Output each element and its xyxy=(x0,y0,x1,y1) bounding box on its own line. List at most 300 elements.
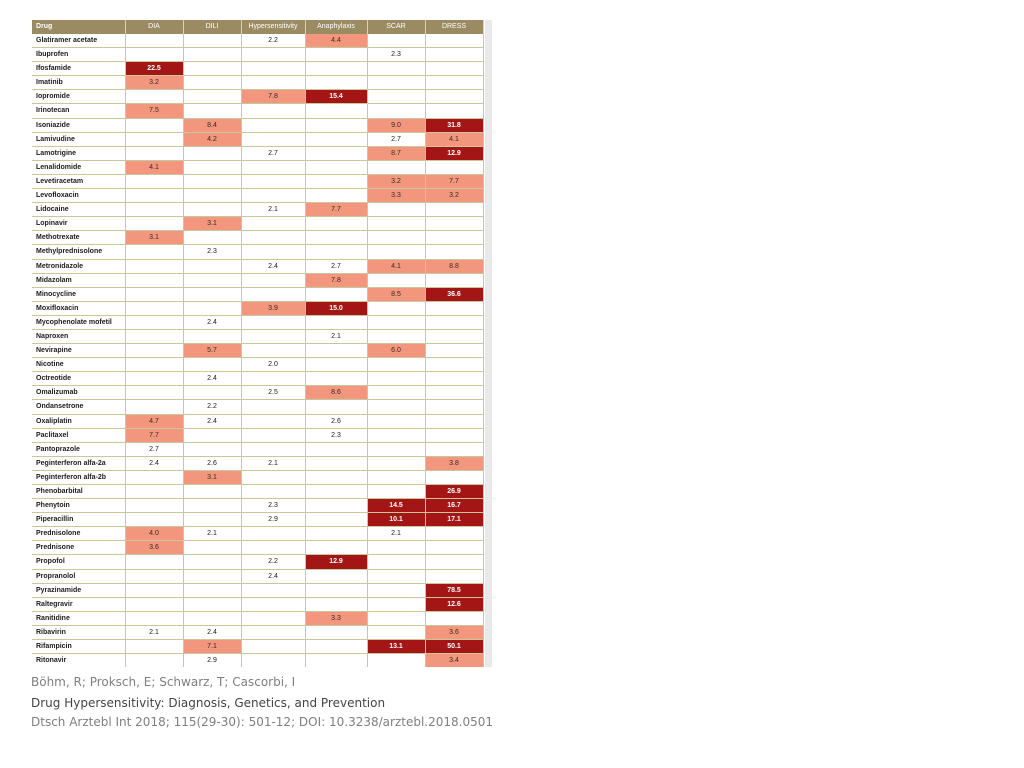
value-cell-scar xyxy=(367,273,425,287)
value-cell-anaphylaxis xyxy=(305,146,367,160)
value-cell-hypersensitivity: 2.5 xyxy=(241,386,305,400)
value-cell-scar: 6.0 xyxy=(367,344,425,358)
value-cell-dili xyxy=(183,203,241,217)
value-cell-dia xyxy=(125,499,183,513)
value-cell-scar xyxy=(367,400,425,414)
value-cell-hypersensitivity xyxy=(241,428,305,442)
table-row xyxy=(32,315,483,329)
value-cell-scar xyxy=(367,654,425,667)
column-header-dili: DILI xyxy=(183,20,241,34)
value-cell-dress xyxy=(425,329,483,343)
value-cell-dia: 3.2 xyxy=(125,76,183,90)
value-cell-dia xyxy=(125,597,183,611)
value-cell-dress xyxy=(425,470,483,484)
value-cell-anaphylaxis xyxy=(305,132,367,146)
value-cell-hypersensitivity xyxy=(241,372,305,386)
value-cell-dia xyxy=(125,287,183,301)
table-row xyxy=(32,259,483,273)
value-cell-dress xyxy=(425,48,483,62)
value-cell-dili: 2.3 xyxy=(183,245,241,259)
value-cell-hypersensitivity xyxy=(241,527,305,541)
table-row xyxy=(32,583,483,597)
value-cell-scar xyxy=(367,62,425,76)
drug-name-cell: Mycophenolate mofetil xyxy=(32,315,125,329)
value-cell-hypersensitivity xyxy=(241,76,305,90)
value-cell-dress: 8.8 xyxy=(425,259,483,273)
value-cell-dili xyxy=(183,90,241,104)
value-cell-anaphylaxis: 7.8 xyxy=(305,273,367,287)
value-cell-dili xyxy=(183,62,241,76)
value-cell-dia xyxy=(125,90,183,104)
value-cell-dress: 3.8 xyxy=(425,456,483,470)
value-cell-hypersensitivity xyxy=(241,400,305,414)
value-cell-dress xyxy=(425,301,483,315)
value-cell-dili xyxy=(183,485,241,499)
drug-name-cell: Ritonavir xyxy=(32,654,125,667)
value-cell-dili xyxy=(183,146,241,160)
value-cell-hypersensitivity xyxy=(241,485,305,499)
value-cell-dress xyxy=(425,428,483,442)
drug-name-cell: Piperacillin xyxy=(32,513,125,527)
value-cell-anaphylaxis xyxy=(305,62,367,76)
value-cell-dia xyxy=(125,386,183,400)
table-row xyxy=(32,485,483,499)
value-cell-dress: 12.6 xyxy=(425,597,483,611)
value-cell-dili xyxy=(183,541,241,555)
drug-name-cell: Nicotine xyxy=(32,358,125,372)
value-cell-scar xyxy=(367,456,425,470)
drug-name-cell: Octreotide xyxy=(32,372,125,386)
value-cell-dia xyxy=(125,146,183,160)
value-cell-hypersensitivity: 2.2 xyxy=(241,555,305,569)
value-cell-hypersensitivity xyxy=(241,104,305,118)
value-cell-dress xyxy=(425,541,483,555)
table-header-row xyxy=(32,20,483,34)
table-row xyxy=(32,287,483,301)
value-cell-dress: 31.8 xyxy=(425,118,483,132)
value-cell-dress xyxy=(425,76,483,90)
value-cell-scar: 4.1 xyxy=(367,259,425,273)
value-cell-scar xyxy=(367,76,425,90)
value-cell-dress xyxy=(425,245,483,259)
value-cell-anaphylaxis xyxy=(305,174,367,188)
value-cell-hypersensitivity xyxy=(241,442,305,456)
value-cell-dili xyxy=(183,386,241,400)
value-cell-scar xyxy=(367,203,425,217)
drug-name-cell: Ibuprofen xyxy=(32,48,125,62)
value-cell-dress: 7.7 xyxy=(425,174,483,188)
value-cell-anaphylaxis xyxy=(305,654,367,667)
table-row xyxy=(32,640,483,654)
value-cell-dress: 17.1 xyxy=(425,513,483,527)
table-row xyxy=(32,470,483,484)
value-cell-dili xyxy=(183,301,241,315)
value-cell-dili xyxy=(183,104,241,118)
value-cell-dili xyxy=(183,34,241,48)
value-cell-dia: 2.7 xyxy=(125,442,183,456)
value-cell-hypersensitivity xyxy=(241,654,305,667)
value-cell-scar xyxy=(367,597,425,611)
value-cell-dress xyxy=(425,358,483,372)
table-row xyxy=(32,231,483,245)
value-cell-dia xyxy=(125,273,183,287)
table-row xyxy=(32,132,483,146)
drug-name-cell: Moxifloxacin xyxy=(32,301,125,315)
value-cell-hypersensitivity xyxy=(241,48,305,62)
value-cell-anaphylaxis xyxy=(305,569,367,583)
value-cell-scar xyxy=(367,485,425,499)
drug-name-cell: Levetiracetam xyxy=(32,174,125,188)
value-cell-scar xyxy=(367,386,425,400)
value-cell-dia: 4.1 xyxy=(125,160,183,174)
value-cell-dress: 26.9 xyxy=(425,485,483,499)
value-cell-scar xyxy=(367,428,425,442)
value-cell-scar xyxy=(367,90,425,104)
value-cell-hypersensitivity xyxy=(241,344,305,358)
table-row xyxy=(32,203,483,217)
value-cell-anaphylaxis: 2.1 xyxy=(305,329,367,343)
value-cell-dia: 7.7 xyxy=(125,428,183,442)
value-cell-hypersensitivity xyxy=(241,174,305,188)
value-cell-scar xyxy=(367,160,425,174)
value-cell-anaphylaxis xyxy=(305,597,367,611)
value-cell-dili: 2.6 xyxy=(183,456,241,470)
drug-name-cell: Midazolam xyxy=(32,273,125,287)
value-cell-dress: 50.1 xyxy=(425,640,483,654)
value-cell-dress xyxy=(425,611,483,625)
value-cell-hypersensitivity xyxy=(241,541,305,555)
value-cell-hypersensitivity: 2.1 xyxy=(241,456,305,470)
value-cell-scar xyxy=(367,442,425,456)
value-cell-dress: 4.1 xyxy=(425,132,483,146)
value-cell-scar xyxy=(367,541,425,555)
value-cell-dress xyxy=(425,315,483,329)
value-cell-anaphylaxis xyxy=(305,231,367,245)
drug-name-cell: Levofloxacin xyxy=(32,189,125,203)
value-cell-dili xyxy=(183,160,241,174)
value-cell-anaphylaxis: 2.3 xyxy=(305,428,367,442)
value-cell-dia xyxy=(125,329,183,343)
value-cell-hypersensitivity: 7.8 xyxy=(241,90,305,104)
value-cell-anaphylaxis: 3.3 xyxy=(305,611,367,625)
value-cell-hypersensitivity xyxy=(241,625,305,639)
drug-name-cell: Ondansetrone xyxy=(32,400,125,414)
value-cell-dili xyxy=(183,583,241,597)
table-row xyxy=(32,499,483,513)
value-cell-dress xyxy=(425,400,483,414)
value-cell-dili xyxy=(183,569,241,583)
value-cell-dia: 3.1 xyxy=(125,231,183,245)
value-cell-anaphylaxis xyxy=(305,76,367,90)
drug-name-cell: Prednisolone xyxy=(32,527,125,541)
value-cell-hypersensitivity: 2.1 xyxy=(241,203,305,217)
value-cell-dia: 2.4 xyxy=(125,456,183,470)
value-cell-dia: 4.0 xyxy=(125,527,183,541)
drug-name-cell: Rifampicin xyxy=(32,640,125,654)
drug-name-cell: Lenalidomide xyxy=(32,160,125,174)
value-cell-scar xyxy=(367,315,425,329)
value-cell-hypersensitivity xyxy=(241,118,305,132)
value-cell-hypersensitivity xyxy=(241,231,305,245)
value-cell-hypersensitivity xyxy=(241,597,305,611)
value-cell-dili: 2.2 xyxy=(183,400,241,414)
value-cell-scar: 3.3 xyxy=(367,189,425,203)
table-row xyxy=(32,625,483,639)
value-cell-hypersensitivity: 2.7 xyxy=(241,146,305,160)
value-cell-hypersensitivity xyxy=(241,470,305,484)
value-cell-dili xyxy=(183,358,241,372)
value-cell-dia xyxy=(125,118,183,132)
value-cell-dili: 2.4 xyxy=(183,372,241,386)
value-cell-hypersensitivity xyxy=(241,132,305,146)
value-cell-hypersensitivity xyxy=(241,189,305,203)
caption-authors: Böhm, R; Proksch, E; Schwarz, T; Cascorbi, I xyxy=(31,675,296,689)
table-row xyxy=(32,597,483,611)
drug-name-cell: Lamivudine xyxy=(32,132,125,146)
drug-name-cell: Methotrexate xyxy=(32,231,125,245)
value-cell-hypersensitivity xyxy=(241,414,305,428)
value-cell-dia xyxy=(125,372,183,386)
value-cell-dia xyxy=(125,245,183,259)
value-cell-anaphylaxis xyxy=(305,527,367,541)
value-cell-hypersensitivity xyxy=(241,611,305,625)
value-cell-hypersensitivity: 2.0 xyxy=(241,358,305,372)
drug-name-cell: Ranitidine xyxy=(32,611,125,625)
column-header-hypersensitivity: Hypersensitivity xyxy=(241,20,305,34)
value-cell-dress xyxy=(425,203,483,217)
value-cell-anaphylaxis: 15.4 xyxy=(305,90,367,104)
value-cell-dia xyxy=(125,400,183,414)
value-cell-dia xyxy=(125,174,183,188)
value-cell-scar: 8.7 xyxy=(367,146,425,160)
value-cell-scar xyxy=(367,329,425,343)
value-cell-dia xyxy=(125,513,183,527)
value-cell-scar xyxy=(367,104,425,118)
value-cell-dress: 3.2 xyxy=(425,189,483,203)
value-cell-scar xyxy=(367,569,425,583)
value-cell-scar xyxy=(367,217,425,231)
drug-name-cell: Lidocaine xyxy=(32,203,125,217)
value-cell-anaphylaxis xyxy=(305,287,367,301)
value-cell-dili xyxy=(183,329,241,343)
value-cell-dress xyxy=(425,62,483,76)
value-cell-hypersensitivity: 2.4 xyxy=(241,569,305,583)
value-cell-hypersensitivity xyxy=(241,160,305,174)
table-row xyxy=(32,146,483,160)
table-row xyxy=(32,414,483,428)
value-cell-anaphylaxis xyxy=(305,583,367,597)
value-cell-dia: 4.7 xyxy=(125,414,183,428)
value-cell-anaphylaxis: 7.7 xyxy=(305,203,367,217)
value-cell-dress xyxy=(425,386,483,400)
value-cell-dress: 3.4 xyxy=(425,654,483,667)
drug-name-cell: Nevirapine xyxy=(32,344,125,358)
value-cell-dili: 7.1 xyxy=(183,640,241,654)
value-cell-dili xyxy=(183,287,241,301)
value-cell-anaphylaxis xyxy=(305,513,367,527)
value-cell-anaphylaxis xyxy=(305,372,367,386)
value-cell-dia xyxy=(125,217,183,231)
value-cell-scar xyxy=(367,245,425,259)
value-cell-dia xyxy=(125,132,183,146)
value-cell-dress xyxy=(425,569,483,583)
value-cell-scar xyxy=(367,555,425,569)
value-cell-anaphylaxis xyxy=(305,485,367,499)
drug-name-cell: Methylprednisolone xyxy=(32,245,125,259)
value-cell-scar xyxy=(367,611,425,625)
table-row xyxy=(32,273,483,287)
value-cell-dili xyxy=(183,555,241,569)
column-header-dia: DIA xyxy=(125,20,183,34)
value-cell-dili xyxy=(183,231,241,245)
value-cell-dili xyxy=(183,597,241,611)
value-cell-dili: 2.4 xyxy=(183,625,241,639)
value-cell-dili: 2.1 xyxy=(183,527,241,541)
value-cell-scar xyxy=(367,358,425,372)
value-cell-anaphylaxis xyxy=(305,104,367,118)
value-cell-hypersensitivity xyxy=(241,245,305,259)
value-cell-scar: 14.5 xyxy=(367,499,425,513)
value-cell-scar: 2.7 xyxy=(367,132,425,146)
value-cell-dili xyxy=(183,189,241,203)
drug-name-cell: Glatiramer acetate xyxy=(32,34,125,48)
value-cell-dress xyxy=(425,442,483,456)
table-row xyxy=(32,217,483,231)
value-cell-dia xyxy=(125,583,183,597)
value-cell-dress: 36.6 xyxy=(425,287,483,301)
table-row xyxy=(32,541,483,555)
value-cell-hypersensitivity xyxy=(241,640,305,654)
value-cell-hypersensitivity xyxy=(241,62,305,76)
value-cell-anaphylaxis xyxy=(305,625,367,639)
caption-journal: Dtsch Arztebl Int 2018; 115(29-30): 501-12; DOI: 10.3238/arztebl.2018.0501 xyxy=(31,715,494,729)
table-row xyxy=(32,513,483,527)
drug-name-cell: Pyrazinamide xyxy=(32,583,125,597)
value-cell-dia xyxy=(125,48,183,62)
value-cell-scar xyxy=(367,372,425,386)
drug-name-cell: Phenobarbital xyxy=(32,485,125,499)
drug-name-cell: Irinotecan xyxy=(32,104,125,118)
value-cell-dili: 4.2 xyxy=(183,132,241,146)
value-cell-hypersensitivity: 2.3 xyxy=(241,499,305,513)
table-row xyxy=(32,76,483,90)
drug-name-cell: Omalizumab xyxy=(32,386,125,400)
value-cell-dia xyxy=(125,34,183,48)
table-row xyxy=(32,301,483,315)
drug-name-cell: Pantoprazole xyxy=(32,442,125,456)
table-row xyxy=(32,344,483,358)
drug-name-cell: Peginterferon alfa-2a xyxy=(32,456,125,470)
value-cell-hypersensitivity: 2.4 xyxy=(241,259,305,273)
value-cell-dia xyxy=(125,485,183,499)
drug-name-cell: Raltegravir xyxy=(32,597,125,611)
value-cell-dili xyxy=(183,499,241,513)
value-cell-scar xyxy=(367,470,425,484)
value-cell-anaphylaxis xyxy=(305,442,367,456)
column-header-drug: Drug xyxy=(32,20,125,34)
value-cell-hypersensitivity xyxy=(241,583,305,597)
value-cell-dia xyxy=(125,555,183,569)
value-cell-dili: 5.7 xyxy=(183,344,241,358)
value-cell-anaphylaxis: 4.4 xyxy=(305,34,367,48)
value-cell-anaphylaxis xyxy=(305,217,367,231)
drug-name-cell: Paclitaxel xyxy=(32,428,125,442)
value-cell-scar: 13.1 xyxy=(367,640,425,654)
value-cell-anaphylaxis xyxy=(305,160,367,174)
drug-name-cell: Isoniazide xyxy=(32,118,125,132)
value-cell-dress xyxy=(425,273,483,287)
value-cell-anaphylaxis: 8.6 xyxy=(305,386,367,400)
table-row xyxy=(32,189,483,203)
drug-name-cell: Ribavirin xyxy=(32,625,125,639)
drug-name-cell: Lopinavir xyxy=(32,217,125,231)
value-cell-anaphylaxis xyxy=(305,189,367,203)
value-cell-anaphylaxis xyxy=(305,400,367,414)
value-cell-hypersensitivity xyxy=(241,217,305,231)
table-row xyxy=(32,90,483,104)
value-cell-dress: 78.5 xyxy=(425,583,483,597)
value-cell-anaphylaxis xyxy=(305,315,367,329)
value-cell-dia xyxy=(125,358,183,372)
value-cell-dili: 8.4 xyxy=(183,118,241,132)
value-cell-dia xyxy=(125,640,183,654)
value-cell-anaphylaxis xyxy=(305,118,367,132)
value-cell-dia xyxy=(125,470,183,484)
value-cell-dress xyxy=(425,414,483,428)
table-row xyxy=(32,34,483,48)
value-cell-dia xyxy=(125,259,183,273)
value-cell-hypersensitivity xyxy=(241,315,305,329)
value-cell-dia xyxy=(125,344,183,358)
value-cell-anaphylaxis: 12.9 xyxy=(305,555,367,569)
value-cell-dress: 16.7 xyxy=(425,499,483,513)
drug-name-cell: Oxaliplatin xyxy=(32,414,125,428)
table-row xyxy=(32,611,483,625)
value-cell-scar: 9.0 xyxy=(367,118,425,132)
value-cell-dress: 12.9 xyxy=(425,146,483,160)
drug-hypersensitivity-table xyxy=(32,20,484,667)
table-row xyxy=(32,555,483,569)
drug-name-cell: Naproxen xyxy=(32,329,125,343)
value-cell-hypersensitivity xyxy=(241,273,305,287)
value-cell-dili: 2.9 xyxy=(183,654,241,667)
table-row xyxy=(32,104,483,118)
table-row xyxy=(32,569,483,583)
value-cell-anaphylaxis xyxy=(305,358,367,372)
table-row xyxy=(32,118,483,132)
value-cell-dili xyxy=(183,513,241,527)
value-cell-dili xyxy=(183,259,241,273)
table-row xyxy=(32,329,483,343)
value-cell-dili xyxy=(183,428,241,442)
value-cell-scar xyxy=(367,625,425,639)
value-cell-dili: 2.4 xyxy=(183,315,241,329)
value-cell-dress xyxy=(425,34,483,48)
value-cell-scar xyxy=(367,583,425,597)
value-cell-dia: 7.5 xyxy=(125,104,183,118)
table-row xyxy=(32,654,483,667)
value-cell-anaphylaxis xyxy=(305,470,367,484)
value-cell-dili xyxy=(183,174,241,188)
table-row xyxy=(32,245,483,259)
value-cell-dress xyxy=(425,231,483,245)
table-body xyxy=(32,34,483,667)
value-cell-dia xyxy=(125,569,183,583)
table-row xyxy=(32,442,483,456)
value-cell-hypersensitivity xyxy=(241,287,305,301)
value-cell-dili xyxy=(183,48,241,62)
table-row xyxy=(32,48,483,62)
